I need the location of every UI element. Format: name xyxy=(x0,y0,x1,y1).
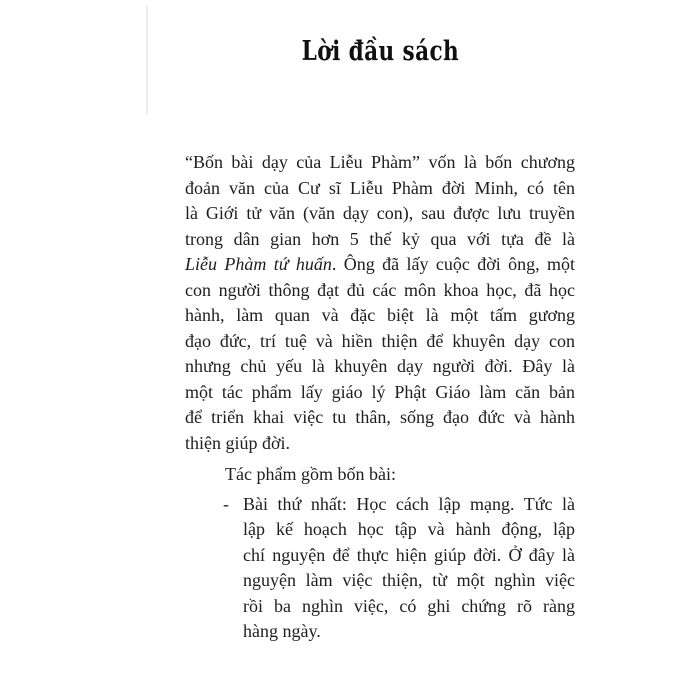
book-title-italic: Liễu Phàm tứ huấn xyxy=(185,254,332,274)
text-line: trong dân gian hơn 5 thế kỷ qua với tựa đề là xyxy=(185,228,575,249)
text-line: nguyện làm việc thiện, từ một nghìn việc xyxy=(243,570,575,590)
text-line: nhưng chủ yếu là khuyên dạy người đời. Đây là xyxy=(185,356,575,376)
text-line: Bài thứ nhất: Học cách lập mạng. Tức là xyxy=(243,493,575,514)
list-dash-marker: - xyxy=(223,493,229,514)
text-line: “Bốn bài dạy của Liễu Phàm” vốn là bốn chương xyxy=(185,152,575,172)
text-line: hành, làm quan và đặc biệt là một tấm gương xyxy=(185,305,575,325)
page-title: Lời đầu sách xyxy=(301,36,459,67)
text-after-italic: . Ông đã lấy cuộc đời ông, một xyxy=(331,254,575,274)
page-header xyxy=(185,36,575,67)
section-intro-line: Tác phẩm gồm bốn bài: xyxy=(225,464,396,484)
text-line: thiện giúp đời. xyxy=(185,432,291,453)
text-line-with-italic xyxy=(185,252,575,278)
text-line: hàng ngày. xyxy=(243,621,321,641)
text-line: là Giới tử văn (văn dạy con), sau được lưu truyền xyxy=(185,203,575,223)
text-line: con người thông đạt đủ các môn khoa học, đã học xyxy=(185,279,575,300)
list-item-first-lesson xyxy=(185,492,575,645)
text-line: để triển khai việc tu thân, sống đạo đức và hành xyxy=(185,407,575,427)
text-line: chí nguyện để thực hiện giúp đời. Ở đây là xyxy=(243,544,575,565)
text-line: đạo đức, trí tuệ và hiền thiện để khuyên dạy con xyxy=(185,330,575,351)
text-line: đoản văn của Cư sĩ Liễu Phàm đời Minh, có tên xyxy=(185,177,575,198)
text-line: lập kế hoạch học tập và hành động, lập xyxy=(243,519,575,539)
intro-paragraph xyxy=(185,150,575,456)
scan-artifact-line xyxy=(146,6,148,114)
text-line: rồi ba nghìn việc, có ghi chứng rõ ràng xyxy=(243,595,575,616)
text-column xyxy=(185,150,575,645)
text-line: một tác phẩm lấy giáo lý Phật Giáo làm căn bản xyxy=(185,381,575,402)
